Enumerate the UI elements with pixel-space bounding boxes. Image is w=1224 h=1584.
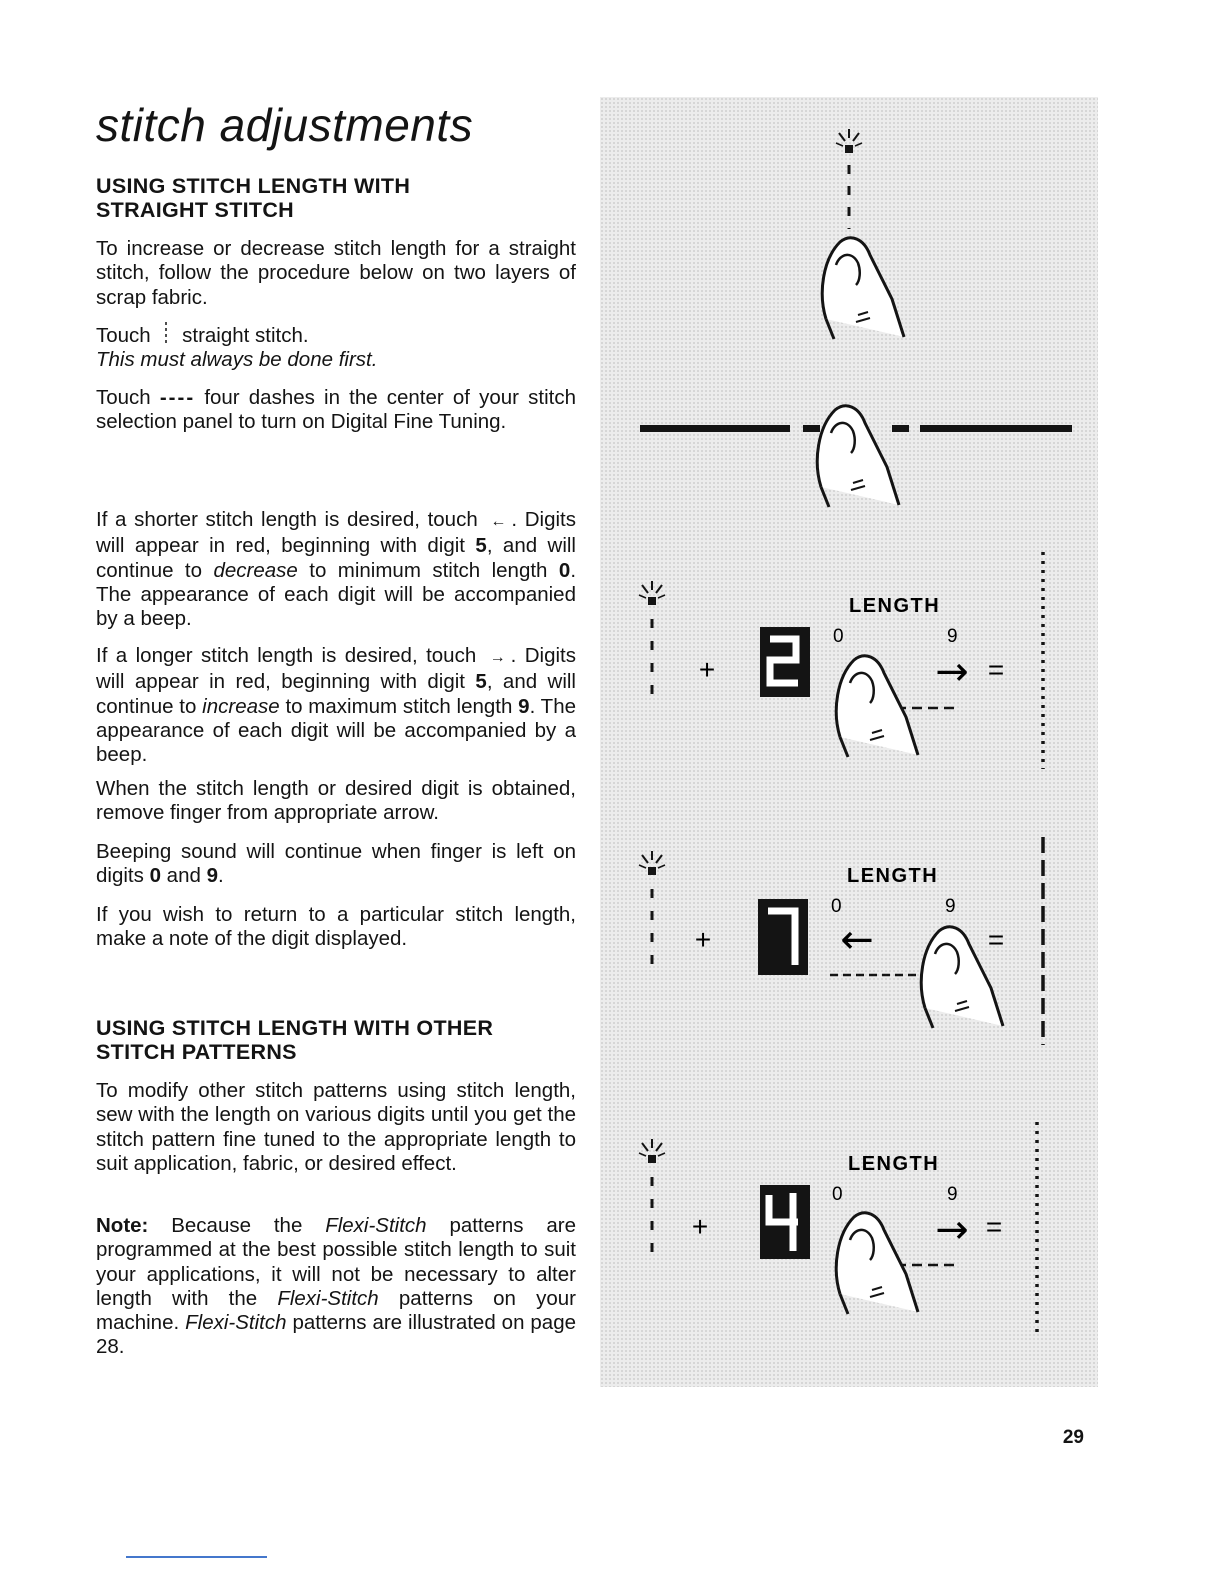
return-paragraph: If you wish to return to a particular stitch length, make a note of the digit displayed.: [96, 903, 576, 951]
equals-sign: =: [987, 924, 1005, 955]
max-label: 9: [947, 626, 958, 647]
beeping-paragraph: Beeping sound will continue when finger is left on digits 0 and 9.: [96, 840, 576, 888]
equals-sign: =: [985, 1211, 1003, 1242]
longer-paragraph: If a longer stitch length is desired, touch → . Digits will appear in red, beginning with digit 5, and will continue to increase to maximum stitch length 9. The appearance of each digit will be accompanied by a beep.: [96, 644, 577, 767]
touch-straight-stitch-paragraph: Touch straight stitch. This must always be done first.: [96, 324, 378, 372]
four-dashes-symbol: ----: [159, 386, 196, 409]
digit-display: [760, 1185, 810, 1259]
dashes-paragraph: Touch ---- four dashes in the center of your stitch selection panel to turn on Digital Fine Tuning.: [96, 386, 576, 434]
four-dashes-figure: [640, 406, 1072, 507]
max-label: 9: [945, 896, 956, 917]
max-label: 9: [947, 1184, 958, 1205]
other-patterns-paragraph: To modify other stitch patterns using stitch length, sew with the length on various digits until you get the stitch pattern fine tuned to the appropriate length to suit application, fabric, or desired effect.: [96, 1079, 576, 1175]
min-label: 0: [831, 896, 842, 917]
left-arrow-icon: ←: [490, 513, 507, 530]
footer-rule: [126, 1556, 267, 1558]
page-title: stitch adjustments: [96, 99, 474, 151]
equals-sign: =: [987, 654, 1005, 685]
straight-stitch-icon: [156, 322, 176, 346]
digit-display: [758, 899, 808, 975]
arrow-sign: →: [935, 649, 969, 695]
min-label: 0: [832, 1184, 843, 1205]
plus-sign: +: [691, 1211, 709, 1242]
right-arrow-icon: →: [489, 649, 506, 666]
obtained-paragraph: When the stitch length or desired digit is obtained, remove finger from appropriate arrow.: [96, 777, 576, 825]
arrow-sign: ←: [840, 917, 874, 963]
section-heading-other-patterns: USING STITCH LENGTH WITH OTHER STITCH PATTERNS: [96, 1016, 494, 1064]
length-panel-3: [639, 1122, 1037, 1337]
length-panel-2: [639, 837, 1043, 1045]
arrow-sign: →: [935, 1207, 969, 1253]
plus-sign: +: [694, 924, 712, 955]
min-label: 0: [833, 626, 844, 647]
plus-sign: +: [698, 654, 716, 685]
illustration-panel: [600, 97, 1098, 1387]
intro-paragraph: To increase or decrease stitch length for a straight stitch, follow the procedure below on two layers of scrap fabric.: [96, 237, 576, 309]
length-label: LENGTH: [849, 595, 941, 617]
length-panel-1: [639, 552, 1043, 769]
section-heading-straight-stitch: USING STITCH LENGTH WITH STRAIGHT STITCH: [96, 174, 411, 222]
touch-straight-stitch-figure: [822, 129, 904, 339]
digit-display: [760, 627, 810, 697]
length-label: LENGTH: [848, 1153, 940, 1175]
length-label: LENGTH: [847, 865, 939, 887]
page-number: 29: [1062, 1427, 1084, 1448]
note-paragraph: Note: Because the Flexi-Stitch patterns are programmed at the best possible stitch length to suit your applications, it will not be necessary to alter length with the Flexi-Stitch patterns on your machine. Flexi-Stitch patterns are illustrated on page 28.: [96, 1214, 576, 1359]
shorter-paragraph: If a shorter stitch length is desired, touch ← . Digits will appear in red, beginning with digit 5, and will continue to decrease to minimum stitch length 0. The appearance of each digit will be accompanied by a beep.: [96, 508, 577, 631]
